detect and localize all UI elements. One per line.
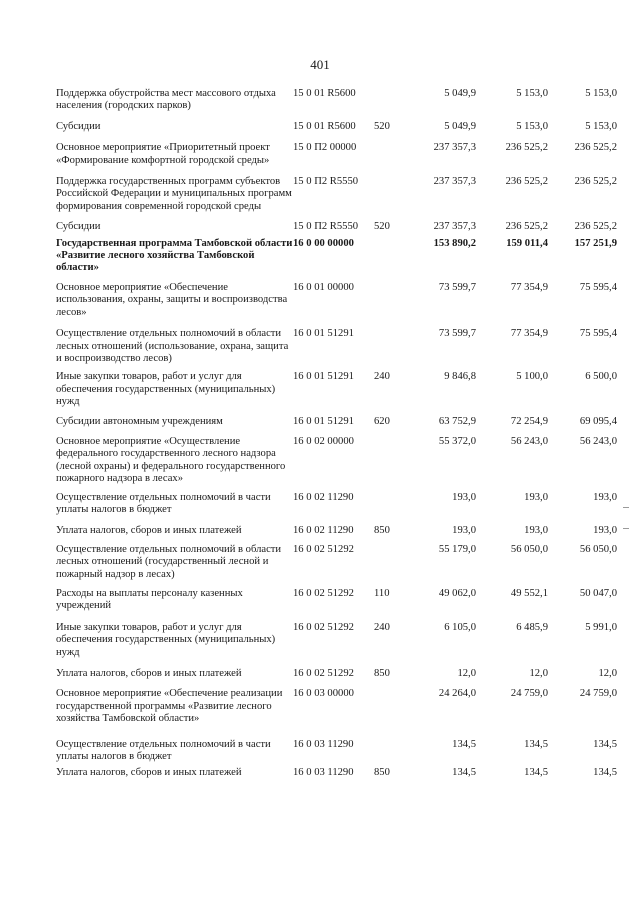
budget-table-body [56,88,617,780]
target-article-code: 16 0 02 51292 [293,668,354,680]
expense-type-code [374,142,407,176]
amount-year-2: 159 011,4 [506,237,548,249]
amount-year-2: 193,0 [524,491,548,503]
amount-year-2: 5 153,0 [516,120,548,132]
amount-year-1: 55 179,0 [438,543,476,555]
target-article-code: 16 0 01 51291 [293,371,354,383]
amount-year-1: 237 357,3 [433,221,476,233]
table-row [56,176,617,221]
amount-year-3: 236 525,2 [574,221,617,233]
amount-year-1: 24 264,0 [438,688,476,700]
row-name: Субсидии автономным учреждениям [56,415,223,427]
amount-year-1: 55 372,0 [438,435,476,447]
amount-year-3: 5 991,0 [585,621,617,633]
table-row [56,371,617,415]
row-name: Уплата налогов, сборов и иных платежей [56,767,242,779]
expense-type-code [374,436,407,492]
budget-table [56,88,617,780]
table-row [56,221,617,237]
table-row [56,588,617,622]
row-name: Государственная программа Тамбовской области «Развитие лесного хозяйства Тамбовской области» [56,237,293,274]
expense-type-code [374,88,407,121]
amount-year-2: 6 485,9 [516,621,548,633]
amount-year-1: 193,0 [452,491,476,503]
amount-year-3: 134,5 [593,767,617,779]
expense-type-code [374,282,407,328]
amount-year-3: 236 525,2 [574,142,617,154]
row-name: Уплата налогов, сборов и иных платежей [56,525,242,537]
table-row [56,668,617,688]
amount-year-3: 134,5 [593,738,617,750]
row-name: Основное мероприятие «Приоритетный проект «Формирование комфортной городской среды» [56,142,270,166]
target-article-code: 15 0 01 R5600 [293,120,356,132]
target-article-code: 16 0 00 00000 [293,237,354,249]
row-name: Основное мероприятие «Обеспечение использования, охраны, защиты и воспроизводства лесов» [56,281,288,318]
expense-type-code [374,328,407,371]
amount-year-1: 63 752,9 [438,415,476,427]
row-name: Уплата налогов, сборов и иных платежей [56,668,242,680]
amount-year-3: 6 500,0 [585,371,617,383]
page-number: 401 [310,57,330,72]
expense-type-code: 240 [374,621,390,633]
row-name: Основное мероприятие «Обеспечение реализации государственной программы «Развитие лесного хозяйства Тамбовской области» [56,688,283,725]
amount-year-3: 56 050,0 [579,543,617,555]
table-row [56,544,617,588]
amount-year-2: 12,0 [529,668,548,680]
amount-year-2: 49 552,1 [510,588,548,599]
amount-year-1: 9 846,8 [444,371,476,383]
amount-year-1: 237 357,3 [433,142,476,154]
amount-year-1: 49 062,0 [438,588,476,599]
amount-year-3: 50 047,0 [579,588,617,599]
table-row [56,142,617,176]
target-article-code: 16 0 02 51292 [293,588,354,599]
expense-type-code: 850 [374,668,390,680]
row-name: Осуществление отдельных полномочий в части уплаты налогов в бюджет [56,738,271,763]
row-name: Поддержка государственных программ субъектов Российской Федерации и муниципальных программ формирования современной городской среды [56,176,292,212]
amount-year-2: 236 525,2 [505,176,548,188]
amount-year-3: 5 153,0 [585,88,617,99]
target-article-code: 15 0 01 R5600 [293,88,356,99]
expense-type-code: 520 [374,221,390,233]
row-name: Расходы на выплаты персоналу казенных учреждений [56,588,243,612]
target-article-code: 16 0 02 51292 [293,621,354,633]
amount-year-3: 75 595,4 [579,328,617,340]
amount-year-3: 193,0 [593,525,617,537]
expense-type-code: 110 [374,588,390,599]
row-name: Субсидии [56,221,101,233]
expense-type-code [374,739,407,768]
amount-year-2: 134,5 [524,767,548,779]
amount-year-1: 237 357,3 [433,176,476,188]
target-article-code: 16 0 01 51291 [293,328,354,340]
amount-year-1: 153 890,2 [433,237,476,249]
amount-year-1: 73 599,7 [438,281,476,293]
target-article-code: 15 0 П2 R5550 [293,221,359,233]
row-name: Осуществление отдельных полномочий в области лесных отношений (государственный лесной и пожарный надзор в лесах) [56,543,282,580]
table-row [56,121,617,142]
expense-type-code [374,544,407,588]
row-name: Поддержка обустройства мест массового отдыха населения (городских парков) [56,88,276,112]
target-article-code: 16 0 01 00000 [293,281,354,293]
target-article-code: 16 0 02 00000 [293,435,354,447]
target-article-code: 16 0 03 00000 [293,688,354,700]
amount-year-2: 5 153,0 [516,88,548,99]
expense-type-code [374,688,407,738]
amount-year-2: 134,5 [524,738,548,750]
amount-year-3: 12,0 [598,668,617,680]
amount-year-1: 134,5 [452,767,476,779]
expense-type-code [374,176,407,221]
target-article-code: 16 0 02 11290 [293,525,354,537]
amount-year-1: 73 599,7 [438,328,476,340]
table-row [56,238,617,282]
amount-year-2: 5 100,0 [516,371,548,383]
row-name: Иные закупки товаров, работ и услуг для обеспечения государственных (муниципальных) нужд [56,371,276,408]
amount-year-2: 77 354,9 [510,328,548,340]
amount-year-3: 75 595,4 [579,281,617,293]
table-row [56,525,617,543]
amount-year-3: 69 095,4 [579,415,617,427]
amount-year-2: 24 759,0 [510,688,548,700]
amount-year-1: 134,5 [452,738,476,750]
amount-year-2: 236 525,2 [505,142,548,154]
amount-year-3: 157 251,9 [574,237,617,249]
table-row [56,88,617,121]
expense-type-code [374,492,407,526]
row-name: Основное мероприятие «Осуществление федерального государственного лесного надзора (лесной охраны) и федерального государственного пожарного надзора в лесах» [56,435,286,485]
table-row [56,328,617,371]
amount-year-1: 5 049,9 [444,88,476,99]
margin-mark [623,507,629,508]
expense-type-code: 850 [374,525,390,537]
amount-year-1: 12,0 [457,668,476,680]
target-article-code: 15 0 П2 R5550 [293,176,359,188]
margin-mark [623,528,629,529]
table-row [56,492,617,526]
row-name: Осуществление отдельных полномочий в части уплаты налогов в бюджет [56,491,271,515]
amount-year-1: 6 105,0 [444,621,476,633]
table-row [56,416,617,436]
target-article-code: 15 0 П2 00000 [293,142,357,154]
target-article-code: 16 0 02 51292 [293,543,354,555]
amount-year-3: 193,0 [593,491,617,503]
expense-type-code: 620 [374,415,390,427]
amount-year-1: 5 049,9 [444,120,476,132]
table-row [56,688,617,738]
amount-year-2: 56 243,0 [510,435,548,447]
target-article-code: 16 0 02 11290 [293,491,354,503]
amount-year-2: 77 354,9 [510,281,548,293]
amount-year-2: 56 050,0 [510,543,548,555]
expense-type-code [374,238,407,282]
target-article-code: 16 0 03 11290 [293,738,354,750]
table-row [56,767,617,779]
row-name: Субсидии [56,120,101,132]
row-name: Осуществление отдельных полномочий в области лесных отношений (использование, охрана, защита и воспроизводство лесов) [56,328,289,364]
expense-type-code: 850 [374,767,390,779]
amount-year-2: 193,0 [524,525,548,537]
amount-year-3: 236 525,2 [574,176,617,188]
amount-year-2: 236 525,2 [505,221,548,233]
amount-year-3: 5 153,0 [585,120,617,132]
amount-year-3: 24 759,0 [579,688,617,700]
amount-year-3: 56 243,0 [579,435,617,447]
target-article-code: 16 0 01 51291 [293,415,354,427]
target-article-code: 16 0 03 11290 [293,767,354,779]
table-row [56,622,617,668]
amount-year-1: 193,0 [452,525,476,537]
table-row [56,282,617,328]
expense-type-code: 520 [374,120,390,132]
table-row [56,739,617,768]
expense-type-code: 240 [374,371,390,383]
row-name: Иные закупки товаров, работ и услуг для обеспечения государственных (муниципальных) нужд [56,621,276,658]
table-row [56,436,617,492]
amount-year-2: 72 254,9 [510,415,548,427]
